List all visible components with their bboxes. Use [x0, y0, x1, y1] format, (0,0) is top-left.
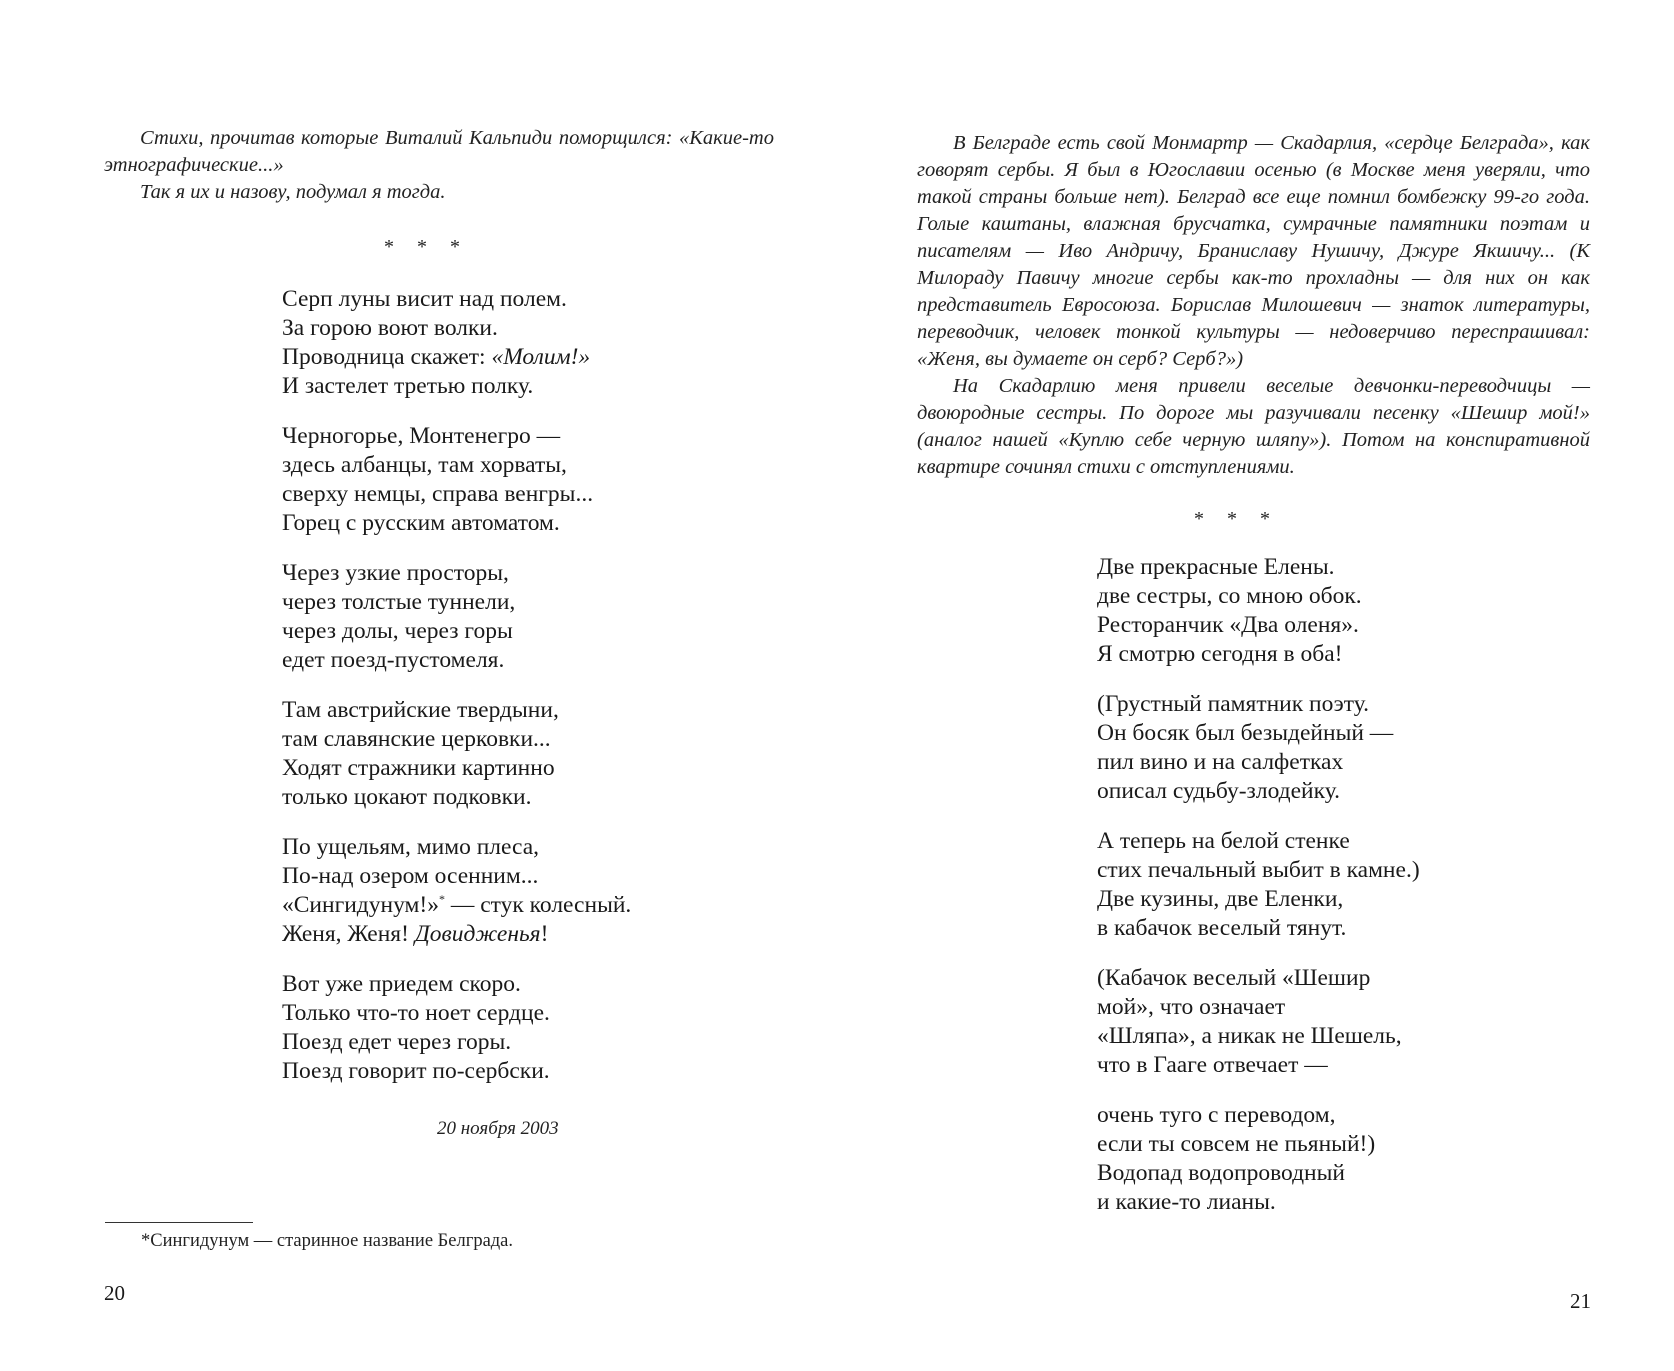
poem-line: По ущельям, мимо плеса,: [282, 834, 540, 860]
footnote-mark: *: [438, 892, 445, 907]
poem-line: что в Гааге отвечает —: [1097, 1052, 1328, 1078]
poem-line: За горою воют волки.: [282, 315, 498, 341]
poem-line: Вот уже приедем скоро.: [282, 971, 521, 997]
poem-line: Две кузины, две Еленки,: [1097, 886, 1344, 912]
poem-line: там славянские церковки...: [282, 726, 551, 752]
line-text: — стук колесный.: [444, 892, 632, 918]
poem-stanza: [282, 422, 631, 538]
poem-line: Ресторанчик «Два оленя».: [1097, 612, 1359, 638]
italic-word: Довидженья: [414, 921, 541, 947]
poem-line: если ты совсем не пьяный!): [1097, 1131, 1376, 1157]
poem-line: и какие-то лианы.: [1097, 1189, 1276, 1215]
poem-line: Только что-то ноет сердце.: [282, 1000, 550, 1026]
poem-line: мой», что означает: [1097, 994, 1286, 1020]
poem-stanza: [282, 285, 631, 401]
line-text: Проводница скажет:: [282, 344, 492, 370]
right-intro: [917, 130, 1590, 481]
page-number: 20: [104, 1281, 125, 1305]
intro-paragraph: Так я их и назову, подумал я тогда.: [140, 181, 446, 203]
poem-line: едет поезд-пустомеля.: [282, 647, 505, 673]
poem-line: Поезд говорит по-сербски.: [282, 1058, 550, 1084]
poem-line: только цокают подковки.: [282, 784, 532, 810]
stanza-separator: * * *: [1194, 508, 1279, 530]
poem-line: в кабачок веселый тянут.: [1097, 915, 1347, 941]
line-text: Женя, Женя!: [282, 921, 415, 947]
poem-line: Две прекрасные Елены.: [1097, 554, 1335, 580]
poem-line: сверху немцы, справа венгры...: [282, 481, 594, 507]
poem-line: очень туго с переводом,: [1097, 1102, 1336, 1128]
stanza-separator: * * *: [384, 236, 469, 258]
poem-left: [282, 285, 631, 1086]
poem-line: Поезд едет через горы.: [282, 1029, 512, 1055]
line-text: !: [540, 921, 549, 947]
left-intro: [104, 125, 774, 206]
poem-stanza: [1097, 690, 1420, 806]
intro-paragraph: На Скадарлию меня привели веселые девчонки-переводчицы — двоюродные сестры. По дороге мы разучивали песенку «Шешир мой!» (аналог нашей «Куплю себе черную шляпу»). Потом на конспиративной квартире сочинял стихи с отступлениями.: [917, 375, 1590, 478]
poem-line: Ходят стражники картинно: [282, 755, 555, 781]
poem-line: Я смотрю сегодня в оба!: [1097, 641, 1343, 667]
poem-line: Он босяк был безыдейный —: [1097, 720, 1394, 746]
poem-stanza: [282, 970, 631, 1086]
intro-paragraph: Стихи, прочитав которые Виталий Кальпиди поморщился: «Какие-то этнографические...»: [104, 127, 774, 176]
poem-line: (Грустный памятник поэту.: [1097, 691, 1369, 717]
right-page: [837, 0, 1674, 1371]
footnote: *Сингидунум — старинное название Белграда.: [141, 1231, 514, 1251]
poem-line: [282, 891, 631, 920]
poem-line: Через узкие просторы,: [282, 560, 509, 586]
poem-line: пил вино и на салфетках: [1097, 749, 1344, 775]
poem-line: «Шляпа», а никак не Шешель,: [1097, 1023, 1402, 1049]
poem-line: здесь албанцы, там хорваты,: [282, 452, 567, 478]
poem-stanza: [1097, 1101, 1420, 1217]
poem-line: Водопад водопроводный: [1097, 1160, 1345, 1186]
poem-stanza: [1097, 553, 1420, 669]
intro-paragraph: В Белграде есть свой Монмартр — Скадарлия, «сердце Белграда», как говорят сербы. Я был в Югославии осенью (в Москве меня уверяли, что такой страны больше нет). Белград все еще помнил бомбежку 99-го года. Голые каштаны, влажная брусчатка, сумрачные памятники поэтам и писателям — Иво Андричу, Браниславу Нушичу, Джуре Якшичу... (К Милораду Павичу многие сербы как-то прохладны — для них он как представитель Евросоюза. Борислав Милошевич — знаток литературы, переводчик, человек тонкой культуры — недоверчиво переспрашивал: «Женя, вы думаете он серб? Серб?»): [917, 132, 1590, 370]
line-text: «Сингидунум!»: [282, 892, 439, 918]
italic-word: «Молим!»: [491, 344, 591, 370]
poem-line: Серп луны висит над полем.: [282, 286, 567, 312]
poem-stanza: [1097, 964, 1420, 1080]
poem-line: (Кабачок веселый «Шешир: [1097, 965, 1371, 991]
poem-line: А теперь на белой стенке: [1097, 828, 1350, 854]
poem-right: [1097, 553, 1420, 1217]
poem-line: стих печальный выбит в камне.): [1097, 857, 1420, 883]
footnote-divider: [105, 1222, 253, 1223]
poem-line: Черногорье, Монтенегро —: [282, 423, 561, 449]
poem-stanza: [1097, 827, 1420, 943]
poem-line: через долы, через горы: [282, 618, 513, 644]
poem-date: 20 ноября 2003: [437, 1118, 559, 1139]
poem-stanza: [282, 559, 631, 675]
poem-line: [282, 920, 631, 949]
poem-line: [282, 343, 631, 372]
poem-line: через толстые туннели,: [282, 589, 516, 615]
poem-line: Там австрийские твердыни,: [282, 697, 559, 723]
page-number: 21: [1570, 1289, 1591, 1313]
poem-stanza: [282, 833, 631, 949]
poem-stanza: [282, 696, 631, 812]
poem-line: И застелет третью полку.: [282, 373, 534, 399]
poem-line: Горец с русским автоматом.: [282, 510, 560, 536]
poem-line: описал судьбу-злодейку.: [1097, 778, 1340, 804]
poem-line: две сестры, со мною обок.: [1097, 583, 1362, 609]
poem-line: По-над озером осенним...: [282, 863, 539, 889]
